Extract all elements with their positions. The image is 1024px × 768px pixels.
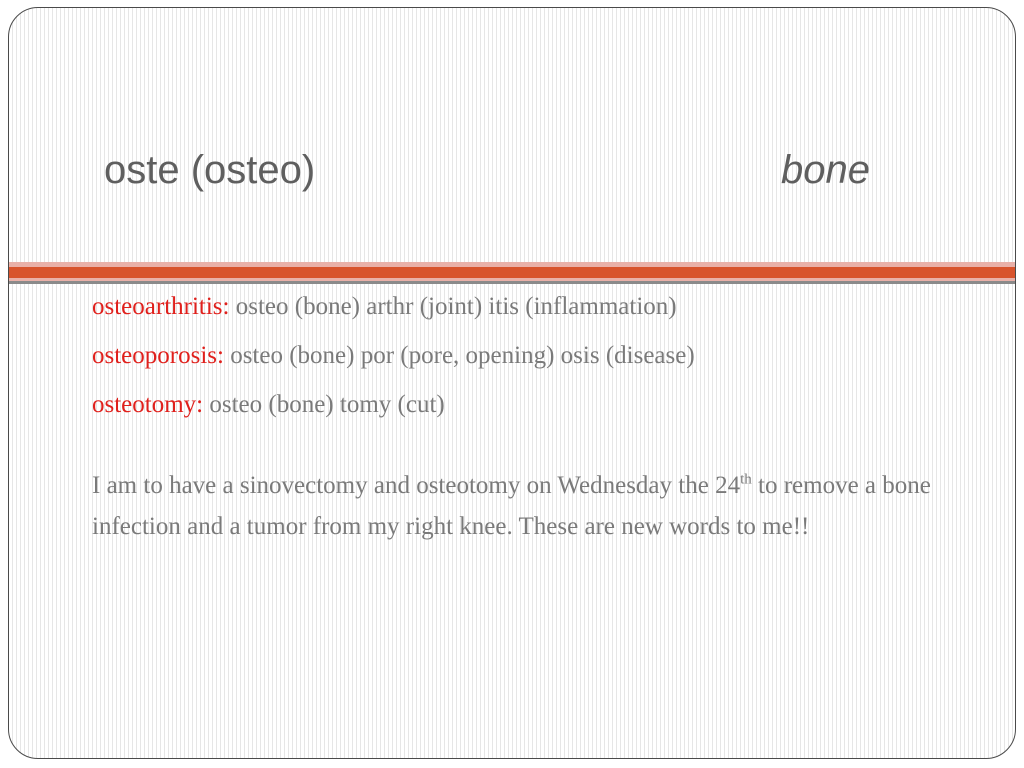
slide xyxy=(8,7,1016,759)
slide-title xyxy=(104,142,904,198)
term-label: osteoporosis: xyxy=(92,342,224,369)
term-line-osteoporosis xyxy=(92,341,992,371)
ordinal-suffix: th xyxy=(740,471,752,488)
slide-body xyxy=(92,292,992,547)
title-meaning: bone xyxy=(781,148,870,192)
divider-band xyxy=(9,262,1015,284)
term-label: osteoarthritis: xyxy=(92,293,230,320)
term-definition: osteo (bone) arthr (joint) itis (inflammation) xyxy=(235,293,677,320)
paragraph-text-end: to remove a bone infection and a tumor from my right knee. These are new words to me!! xyxy=(92,472,931,540)
example-paragraph xyxy=(92,465,992,547)
term-line-osteoarthritis xyxy=(92,292,992,322)
term-label: osteotomy: xyxy=(92,391,204,418)
term-definition: osteo (bone) por (pore, opening) osis (disease) xyxy=(230,342,695,369)
term-line-osteotomy xyxy=(92,390,992,420)
term-definition: osteo (bone) tomy (cut) xyxy=(209,391,445,418)
title-prefix: oste (osteo) xyxy=(104,148,316,192)
paragraph-text-start: I am to have a sinovectomy and osteotomy on Wednesday the 24 xyxy=(92,472,741,499)
